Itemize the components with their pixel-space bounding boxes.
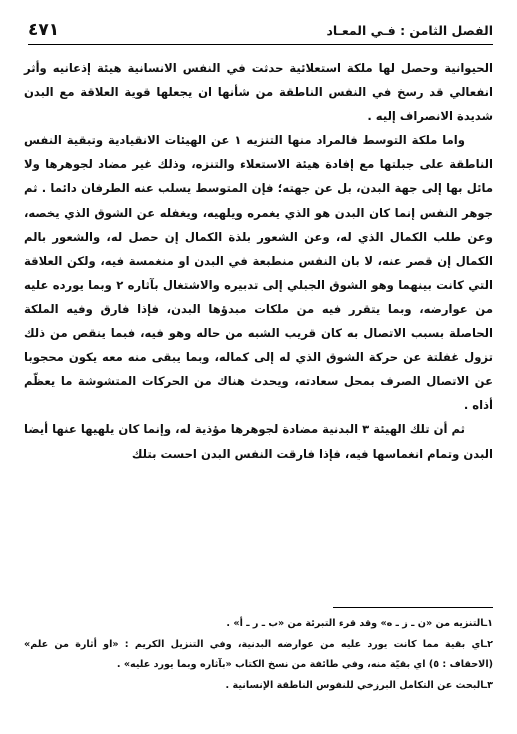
chapter-title: الفصل الثامن : فـي المعـاد [326, 22, 493, 38]
page-number: ٤٧١ [28, 20, 60, 40]
running-header [28, 18, 493, 42]
footnote-2: ٢ـاي بقية مما كانت يورد عليه من عوارضه البدنية، وفي التنزيل الكريم : «او أثارة من علم» (الاحقاف : ٥) اي بقيّة منه، وفي طائفة من نسخ الكتاب «بآثاره وبما يورد عليه» . [24, 638, 493, 670]
body-text [24, 56, 493, 466]
paragraph-1: الحيوانية وحصل لها ملكة استعلائية حدثت في النفس الانسانية هيئة إذعانيه وأثر انفعالي قد رسخ في النفس الناطقة من شأنها ان يجعلها قوية العلاقة مع البدن شديدة الانصراف إليه . [24, 61, 493, 124]
paragraph-2: واما ملكة التوسط فالمراد منها التنزيه ١ عن الهيئات الانقيادية وتبقية النفس الناطقة على جبلتها مع إفادة هيئة الاستعلاء والتنزه، وذلك غير مضاد لجوهرها ولا مائل بها إلى جهة البدن، بل عن جهته؛ فإن المتوسط يسلب عنه الطرفان دائما . ثم جوهر النفس إنما كان البدن هو الذي يغمره ويلهيه، ويغفله عن الشوق الذي يخصه، وعن طلب الكمال الذي له، وعن الشعور بلذة الكمال إن حصل له، والشعور بالم الكمال إن قصر عنه، لا بان النفس منطبعة في البدن او منغمسة فيه، ولكن العلاقة التي كانت بينهما وهو الشوق الجبلي إلى تدبيره والاشتغال بآثاره ٢ وبما يورده عليه من عوارضه، وبما يتقرر فيه من ملكات مبدؤها البدن، فإذا فارق وفيه الملكة الحاصلة بسبب الاتصال به كان قريب الشبه من حاله وهو فيه، فبما ينقص من ذلك تزول غفلتة عن حركة الشوق الذي له إلى كماله، وبما يبقى منه معه يكون محجوبا عن الاتصال الصرف بمحل سعادته، ويحدث هناك من الحركات المتشوشة ما يعظّم أذاه . [24, 133, 493, 413]
paragraph-3: ثم أن تلك الهيئة ٣ البدنية مضادة لجوهرها مؤذية له، وإنما كان يلهيها عنها أيضا البدن وتمام انغماسها فيه، فإذا فارقت النفس البدن احست بتلك [24, 422, 493, 461]
footnotes [24, 614, 493, 696]
footnote-3: ٣ـالبحث عن التكامل البرزخي للنفوس الناطقة الإنسانية . [225, 679, 493, 691]
footnote-1: ١ـالتنزيه من «ن ـ ز ـ ه» وقد قرء التبرئة من «ب ـ ر ـ أ» . [226, 618, 493, 629]
footnote-rule [333, 607, 493, 608]
header-rule [28, 44, 493, 45]
